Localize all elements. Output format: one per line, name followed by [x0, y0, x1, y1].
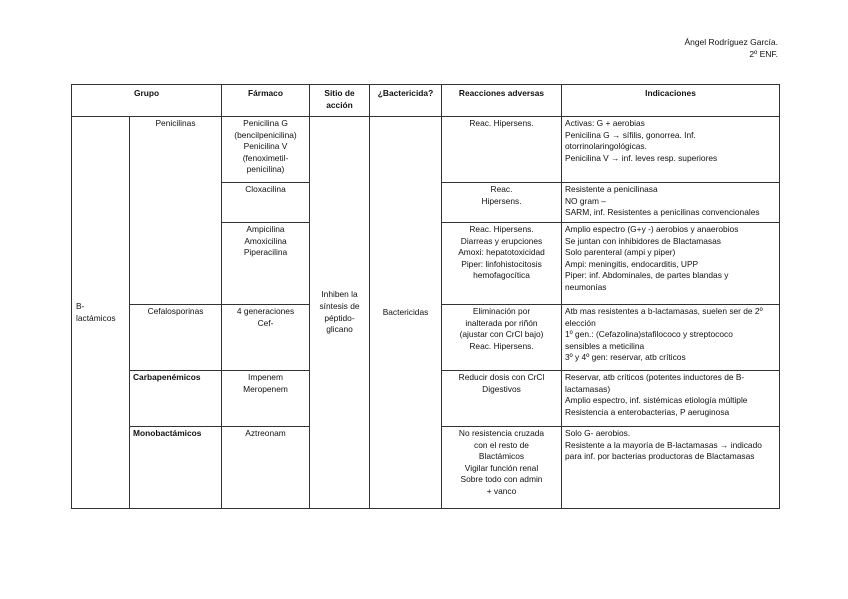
farmaco-line: 4 generaciones — [236, 306, 295, 316]
farmaco-cell — [222, 223, 310, 305]
indicaciones-line: Amplio espectro (G+y -) aerobios y anaerobios — [565, 224, 739, 234]
subgroup-cefalosporinas: Cefalosporinas — [130, 305, 222, 371]
indicaciones-line: 3º y 4º gen: reservar, atb críticos — [565, 352, 686, 363]
indicaciones-line: Se juntan con inhibidores de Blactamasas — [565, 235, 721, 246]
col-header-reacciones: Reacciones adversas — [442, 85, 562, 117]
reacciones-line: Vigilar función renal — [464, 462, 539, 473]
group-blactamicos-line1: B- — [76, 300, 85, 311]
reacciones-line: inalterada por riñón — [465, 317, 538, 328]
indicaciones-cell — [562, 117, 780, 183]
indicaciones-line: Reservar, atb críticos (potentes inductores de B- — [565, 372, 745, 382]
group-blactamicos — [72, 117, 130, 509]
indicaciones-line: Solo G- aerobios. — [565, 428, 631, 438]
table-row — [72, 117, 780, 183]
indicaciones-line: Activas: G + aerobias — [565, 118, 645, 128]
col-header-sitio-line2: acción — [326, 99, 353, 110]
col-header-sitio — [310, 85, 370, 117]
indicaciones-cell — [562, 305, 780, 371]
reacciones-line: con el resto de — [474, 439, 529, 450]
indicaciones-line: Ampi: meningitis, endocarditis, UPP — [565, 258, 699, 269]
author-name: Ángel Rodríguez García. — [684, 37, 778, 47]
reacciones-cell — [442, 305, 562, 371]
indicaciones-line: Resistente a la mayoría de B-lactamasas → indicado — [565, 439, 762, 450]
farmaco-line: Amoxicilina — [244, 235, 287, 246]
indicaciones-line: Atb mas resistentes a b-lactamasas, suelen ser de 2º — [565, 306, 763, 316]
reacciones-cell — [442, 427, 562, 509]
reacciones-line: Digestivos — [482, 383, 521, 394]
reacciones-line: Reac. Hipersens. — [469, 340, 534, 351]
reacciones-line: Reducir dosis con CrCl — [458, 372, 545, 382]
farmaco-cell — [222, 183, 310, 223]
reacciones-line: hemofagocítica — [473, 270, 530, 281]
reacciones-line: Hipersens. — [481, 195, 522, 206]
indicaciones-cell — [562, 427, 780, 509]
farmaco-line: Piperacilina — [243, 247, 288, 258]
subgroup-carbapenemicos: Carbapenémicos — [130, 371, 222, 427]
sitio-line: péptido- — [324, 312, 355, 323]
col-header-indicaciones: Indicaciones — [562, 85, 780, 117]
indicaciones-line: Penicilina V → inf. leves resp. superiores — [565, 152, 718, 163]
reacciones-line: + vanco — [486, 485, 517, 496]
indicaciones-line: elección — [565, 317, 596, 328]
reacciones-cell — [442, 183, 562, 223]
indicaciones-cell — [562, 183, 780, 223]
indicaciones-line: neumonías — [565, 281, 607, 292]
indicaciones-line: 1º gen.: (Cefazolina)stafilococo y streptococo — [565, 329, 733, 340]
farmaco-cell — [222, 427, 310, 509]
indicaciones-line: Resistencia a enterobacterias, P aeruginosa — [565, 406, 730, 417]
indicaciones-line: Resistente a penicilinasa — [565, 184, 658, 194]
farmaco-cell — [222, 371, 310, 427]
author-block — [684, 36, 778, 60]
reacciones-line: Eliminación por — [472, 306, 531, 316]
reacciones-cell — [442, 371, 562, 427]
sitio-line: Inhiben la — [321, 289, 358, 300]
farmaco-line: Penicilina G — [243, 118, 288, 128]
reacciones-cell — [442, 117, 562, 183]
farmaco-cell — [222, 117, 310, 183]
reacciones-line: Diarreas y erupciones — [460, 235, 543, 246]
reacciones-line: Sobre todo con admin — [460, 474, 543, 485]
bactericida-cell: Bactericidas — [370, 117, 442, 509]
group-blactamicos-line2: lactámicos — [76, 312, 116, 323]
indicaciones-line: Amplio espectro, inf. sistémicas etiología múltiple — [565, 395, 748, 406]
farmaco-cell — [222, 305, 310, 371]
farmaco-line: Aztreonam — [245, 428, 286, 438]
indicaciones-cell — [562, 223, 780, 305]
farmaco-line: (bencilpenicilina) — [234, 129, 297, 140]
sitio-line: glicano — [326, 324, 353, 335]
farmaco-line: Penicilina V — [243, 141, 288, 152]
indicaciones-cell — [562, 371, 780, 427]
indicaciones-line: sensibles a meticilina — [565, 340, 645, 351]
sitio-accion-cell — [310, 117, 370, 509]
indicaciones-line: lactamasas) — [565, 383, 611, 394]
col-header-farmaco: Fármaco — [222, 85, 310, 117]
col-header-bactericida: ¿Bactericida? — [370, 85, 442, 117]
subgroup-monobactamicos: Monobactámicos — [130, 427, 222, 509]
indicaciones-line: para inf. por bacterias productoras de Blactamasas — [565, 451, 755, 462]
indicaciones-line: Piper: inf. Abdominales, de partes blandas y — [565, 270, 729, 281]
reacciones-cell — [442, 223, 562, 305]
col-header-sitio-line1: Sitio de — [324, 88, 355, 98]
header-row — [72, 85, 780, 117]
col-header-grupo: Grupo — [72, 85, 222, 117]
farmaco-line: Cloxacilina — [245, 184, 286, 194]
indicaciones-line: otorrinolaringológicas. — [565, 141, 647, 152]
indicaciones-line: Penicilina G → sífilis, gonorrea. Inf. — [565, 129, 696, 140]
sitio-line: síntesis de — [319, 300, 360, 311]
course-label: 2º ENF. — [749, 49, 778, 59]
reacciones-line: Piper: linfohistocitosis — [461, 258, 542, 269]
subgroup-penicilinas: Penicilinas — [130, 117, 222, 305]
antibiotics-table — [71, 84, 780, 509]
reacciones-line: Amoxi: hepatotoxicidad — [458, 247, 545, 258]
reacciones-line: No resistencia cruzada — [458, 428, 545, 438]
indicaciones-line: Solo parenteral (ampi y piper) — [565, 247, 676, 258]
farmaco-line: Ampicilina — [246, 224, 285, 234]
reacciones-line: (ajustar con CrCl bajo) — [459, 329, 544, 340]
indicaciones-line: NO gram – — [565, 195, 606, 206]
farmaco-line: Impenem — [248, 372, 283, 382]
reacciones-line: Blactámicos — [478, 451, 525, 462]
farmaco-line: Meropenem — [243, 383, 288, 394]
farmaco-line: (fenoximetil- — [242, 152, 289, 163]
indicaciones-line: SARM, inf. Resistentes a penicilinas convencionales — [565, 207, 760, 218]
reacciones-line: Reac. Hipersens. — [469, 224, 534, 234]
reacciones-line: Reac. — [490, 184, 513, 194]
farmaco-line: penicilina) — [246, 164, 285, 175]
reacciones-line: Reac. Hipersens. — [469, 118, 534, 128]
farmaco-line: Cef- — [257, 317, 274, 328]
